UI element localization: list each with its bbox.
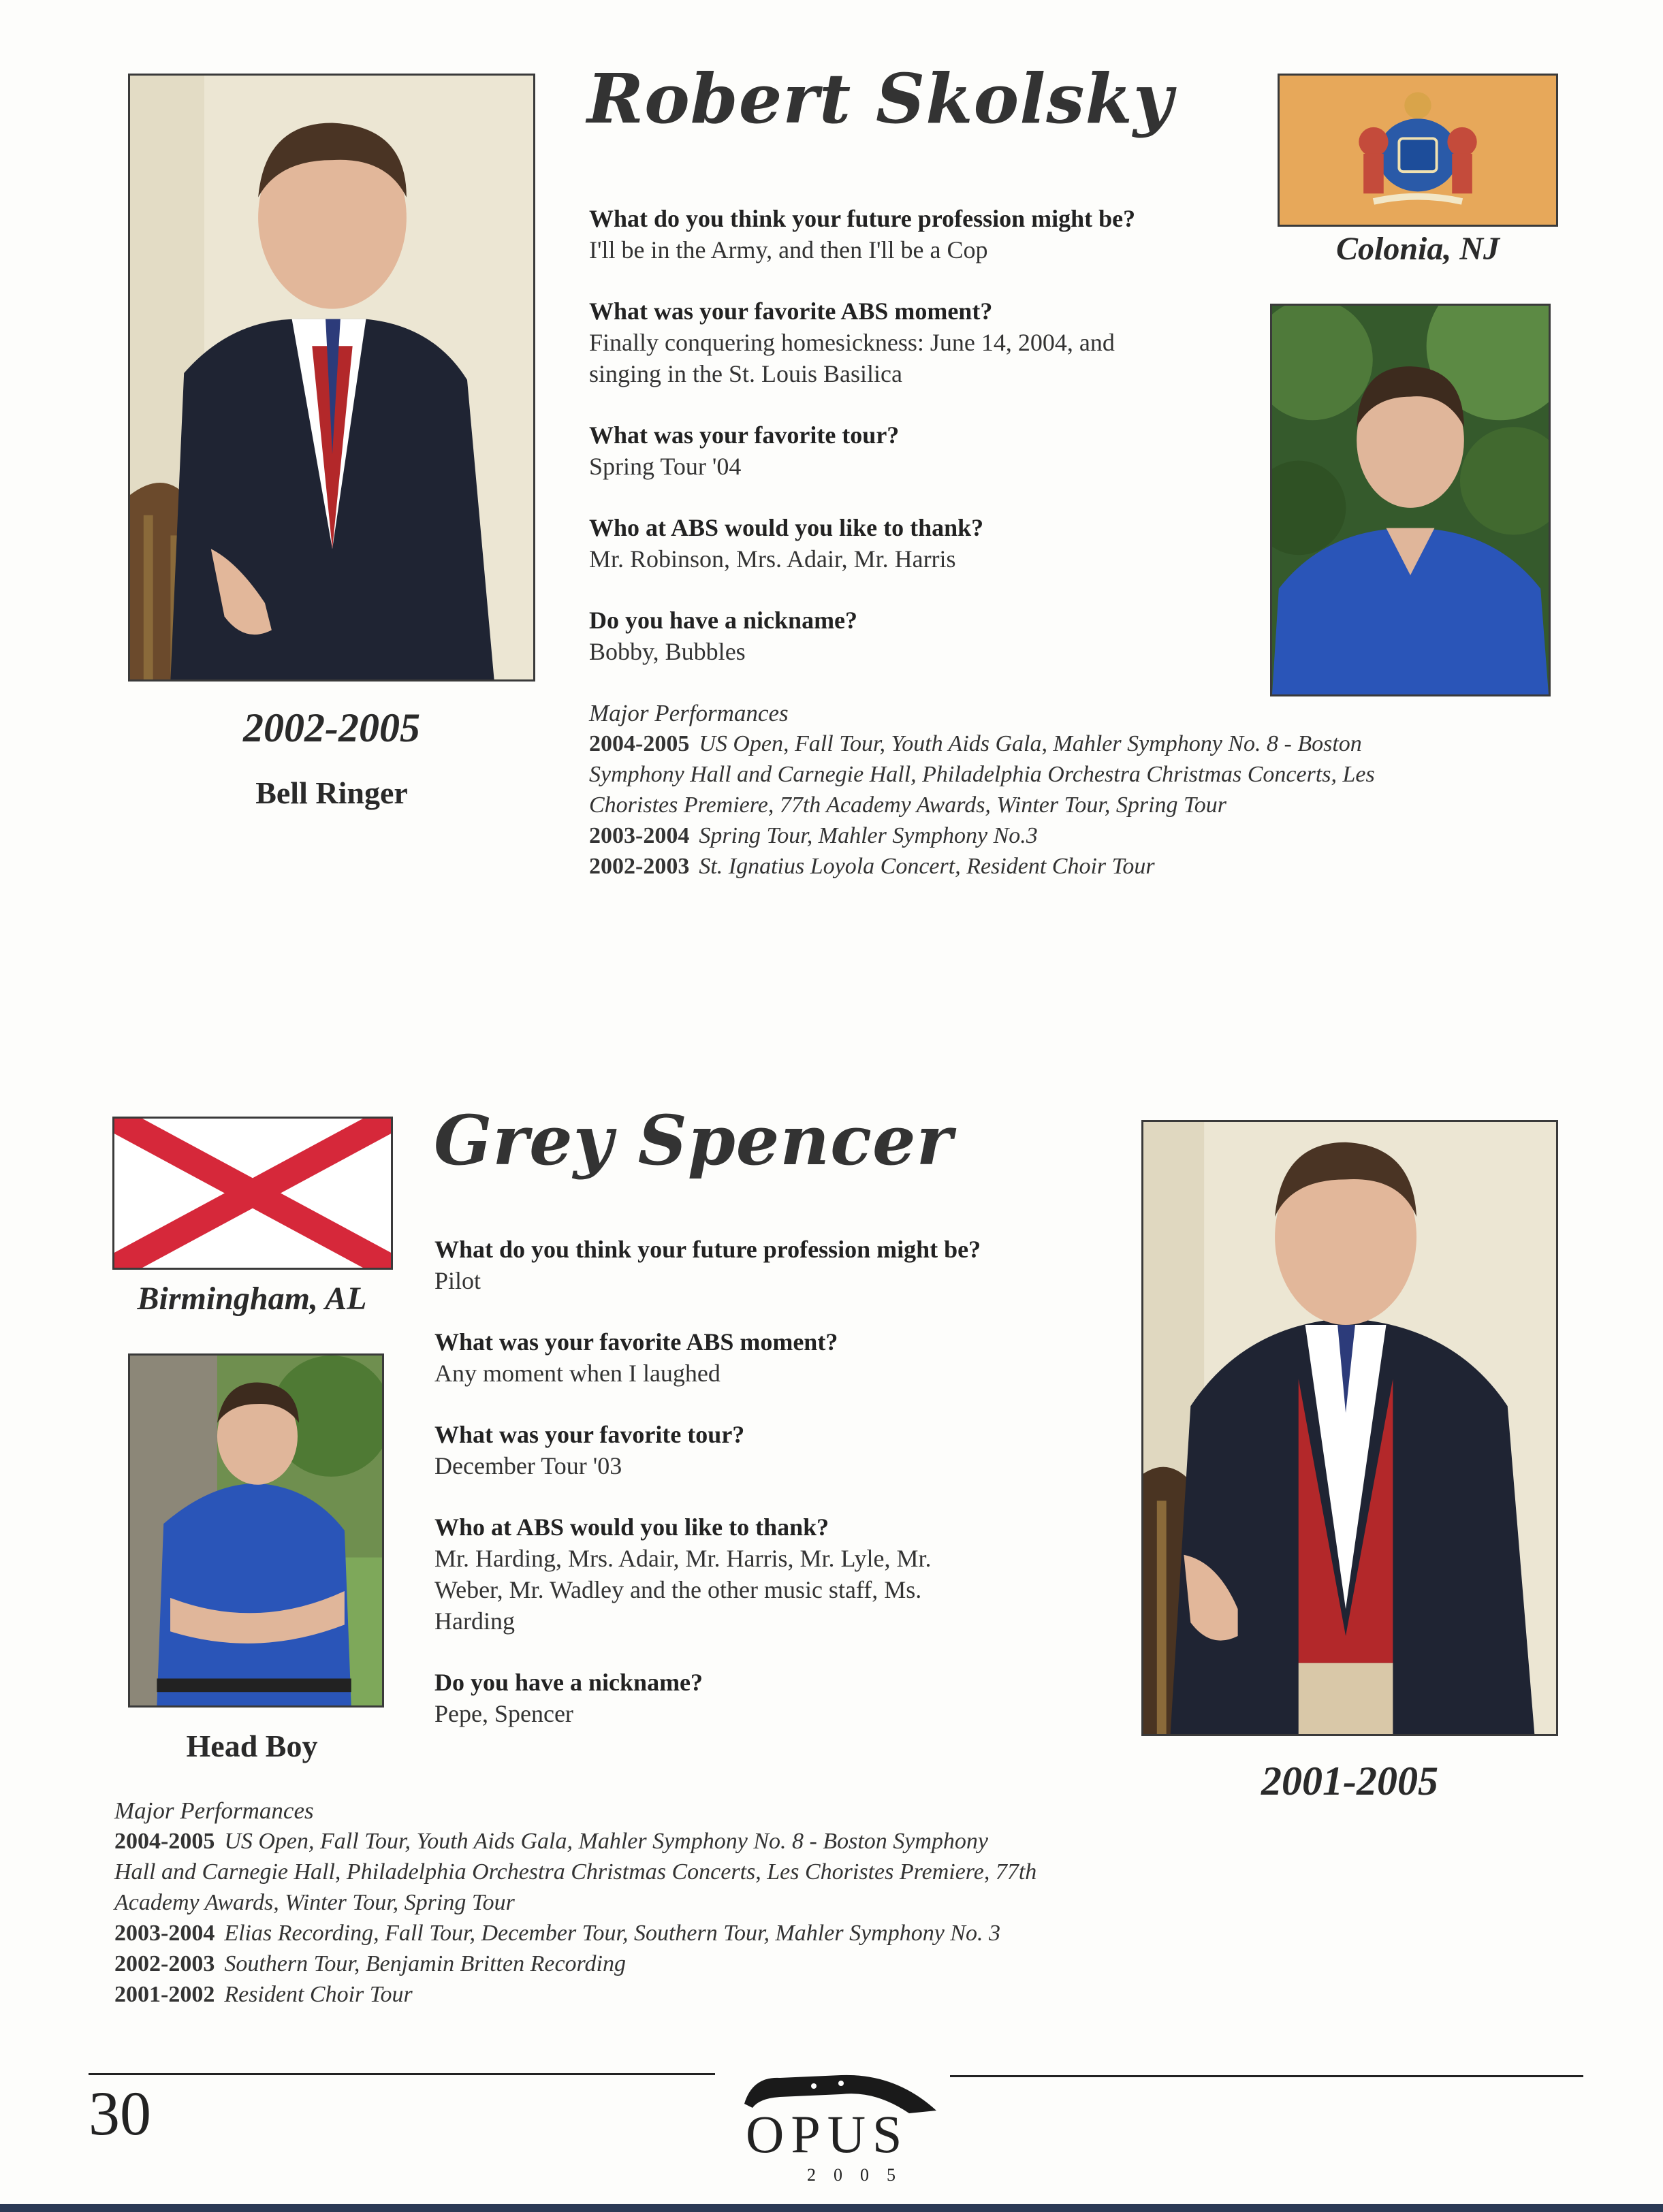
answer: Pilot [434,1267,481,1294]
question: Do you have a nickname? [434,1669,703,1696]
grey-questions [434,1234,1047,1759]
answer: Pepe, Spencer [434,1700,573,1727]
performance-entry: 2004-2005 US Open, Fall Tour, Youth Aids Gala, Mahler Symphony No. 8 - Boston Symphony Hall and Carnegie Hall, Philadelphia Orchestra Christmas Concerts, Les Choristes Premiere, 77th Academy Awards, Winter Tour, Spring Tour [114,1829,1037,1915]
performance-entry: 2004-2005 US Open, Fall Tour, Youth Aids Gala, Mahler Symphony No. 8 - Boston Symphony Hall and Carnegie Hall, Philadelphia Orchestra Christmas Concerts, Les Choristes Premiere, 77th Academy Awards, Winter Tour, Spring Tour [589,731,1375,818]
performances-heading: Major Performances [589,700,789,726]
grey-role: Head Boy [186,1729,318,1763]
robert-years: 2002-2005 [243,705,420,750]
grey-casual-photo [128,1353,384,1708]
grey-years: 2001-2005 [1261,1759,1438,1804]
opus-logo [739,2063,943,2192]
opus-wordmark: OPUS [746,2104,909,2164]
bottom-edge-band [0,2204,1663,2212]
question: What do you think your future profession might be? [434,1236,981,1263]
grey-name: Grey Spencer [434,1100,953,1181]
grey-major-performances [114,1795,1218,2010]
robert-role: Bell Ringer [255,775,408,810]
question: Who at ABS would you like to thank? [589,514,984,541]
performance-entry: 2003-2004 Elias Recording, Fall Tour, December Tour, Southern Tour, Mahler Symphony No. 3 [114,1921,1000,1946]
footer-rule-right [950,2075,1583,2077]
footer-rule-left [89,2073,715,2075]
question: Who at ABS would you like to thank? [434,1513,829,1541]
question: Do you have a nickname? [589,607,858,634]
answer: Bobby, Bubbles [589,638,746,665]
robert-hometown: Colonia, NJ [1335,231,1500,267]
answer: Mr. Harding, Mrs. Adair, Mr. Harris, Mr. Lyle, Mr. Weber, Mr. Wadley and the other music staff, Ms. Harding [434,1545,932,1635]
question: What do you think your future profession might be? [589,205,1136,232]
robert-questions [589,203,1243,697]
answer: December Tour '03 [434,1452,622,1479]
question: What was your favorite ABS moment? [434,1328,838,1356]
answer: I'll be in the Army, and then I'll be a Cop [589,236,988,263]
grey-formal-portrait [1141,1120,1558,1736]
question: What was your favorite tour? [434,1421,745,1448]
robert-major-performances [589,698,1556,882]
performance-entry: 2001-2002 Resident Choir Tour [114,1982,413,2007]
grey-hometown: Birmingham, AL [137,1281,367,1317]
answer: Any moment when I laughed [434,1360,720,1387]
robert-name: Robert Skolsky [587,59,1173,139]
robert-formal-portrait [128,74,535,682]
question: What was your favorite ABS moment? [589,298,993,325]
page-number: 30 [89,2079,151,2148]
performance-entry: 2003-2004 Spring Tour, Mahler Symphony No.3 [589,823,1038,848]
robert-casual-photo [1270,304,1551,696]
answer: Mr. Robinson, Mrs. Adair, Mr. Harris [589,545,956,573]
question: What was your favorite tour? [589,421,900,449]
performances-heading: Major Performances [114,1797,314,1824]
opus-year: 2005 [807,2165,913,2185]
answer: Finally conquering homesickness: June 14, 2004, and singing in the St. Louis Basilica [589,329,1115,387]
performance-entry: 2002-2003 Southern Tour, Benjamin Britten Recording [114,1951,626,1976]
answer: Spring Tour '04 [589,453,742,480]
new-jersey-flag [1278,74,1558,227]
alabama-flag [112,1117,393,1270]
performance-entry: 2002-2003 St. Ignatius Loyola Concert, Resident Choir Tour [589,854,1155,879]
